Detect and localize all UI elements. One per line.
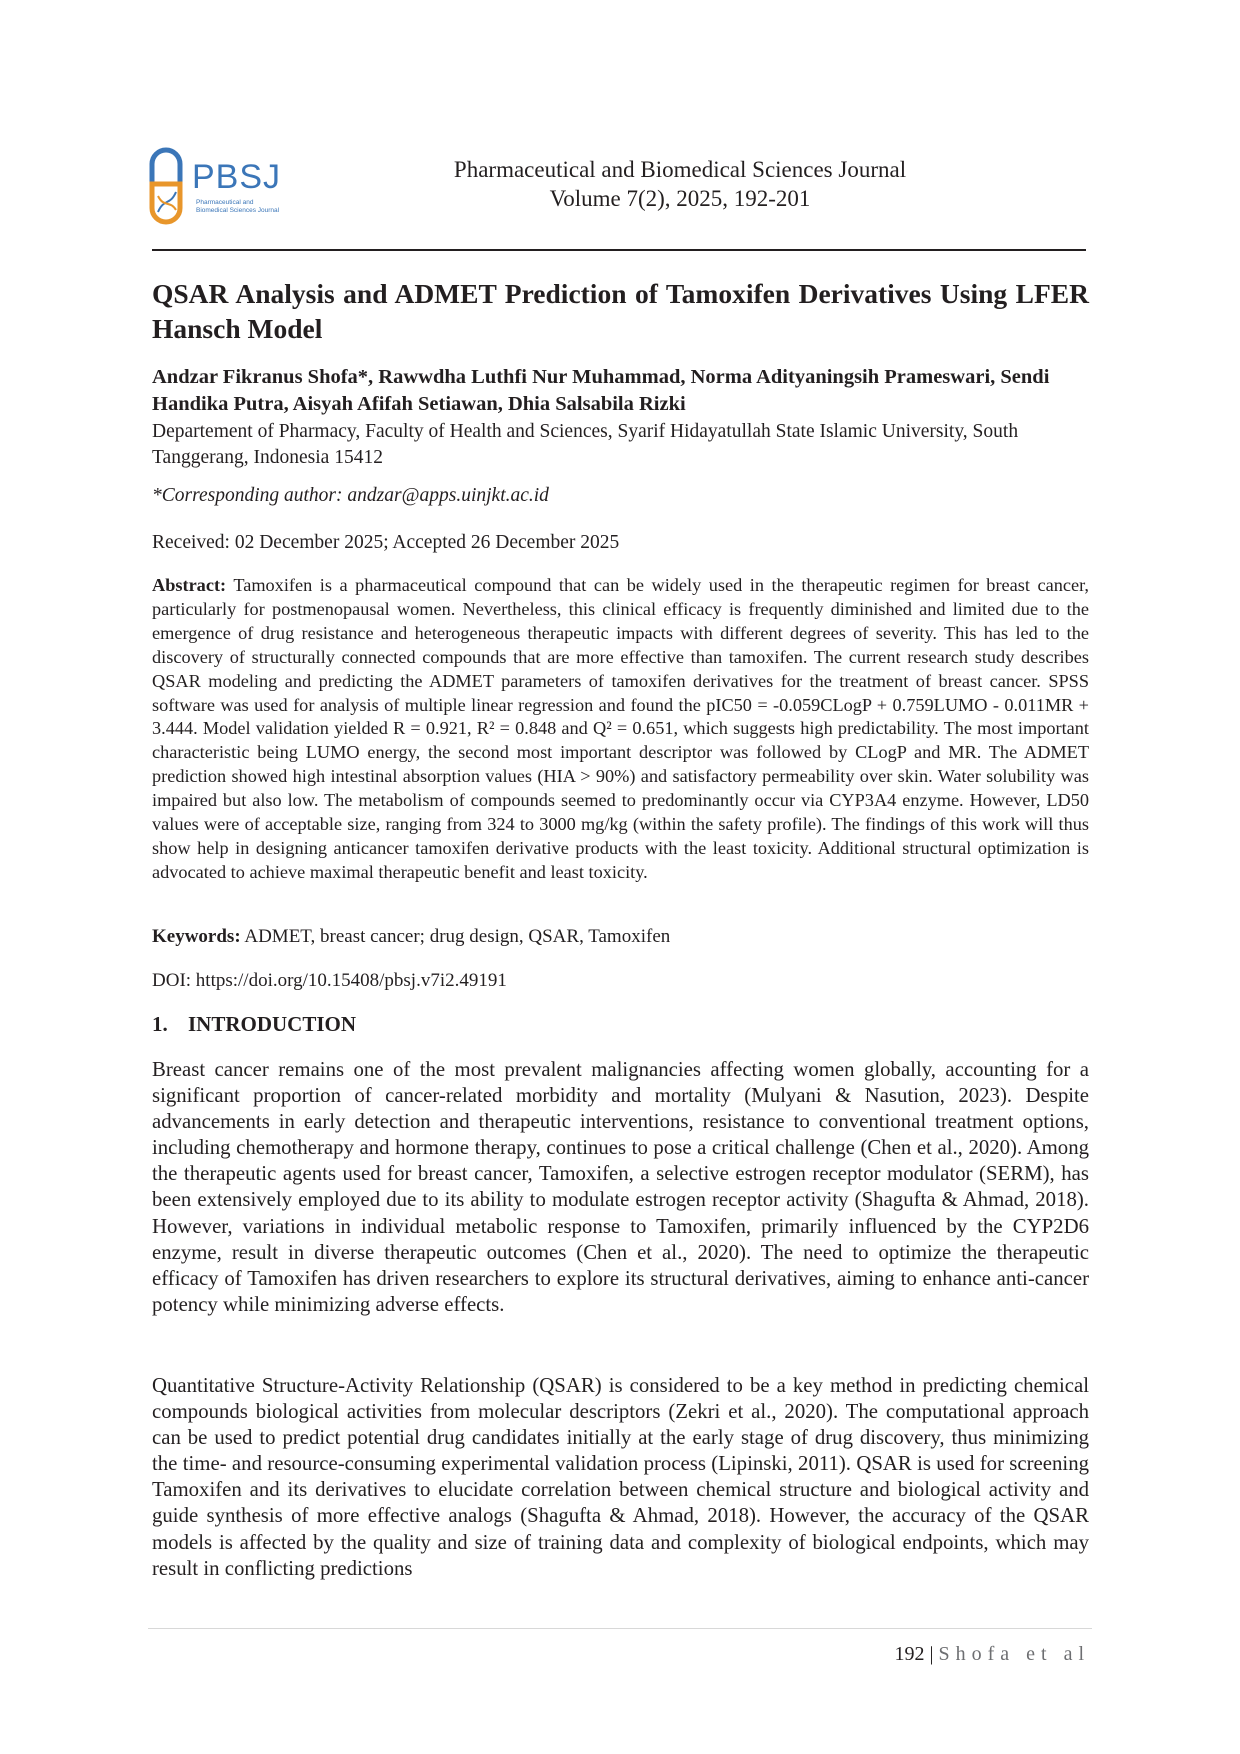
section-heading [152,1012,1089,1037]
section-title: INTRODUCTION [188,1012,357,1036]
keywords-text: ADMET, breast cancer; drug design, QSAR, Tamoxifen [244,926,671,947]
abstract-text: Tamoxifen is a pharmaceutical compound that can be widely used in the therapeutic regimen for breast cancer, particularly for postmenopausal women. Nevertheless, this clinical efficacy is frequently diminished and limited due to the emergence of drug resistance and heterogeneous therapeutic impacts with different degrees of severity. This has led to the discovery of structurally connected compounds that are more effective than tamoxifen. The current research study describes QSAR modeling and predicting the ADMET parameters of tamoxifen derivatives for the treatment of breast cancer. SPSS software was used for analysis of multiple linear regression and found the pIC50 = -0.059CLogP + 0.759LUMO - 0.011MR + 3.444. Model validation yielded R = 0.921, R² = 0.848 and Q² = 0.651, which suggests high predictability. The most important characteristic being LUMO energy, the second most important descriptor was followed by CLogP and MR. The ADMET prediction showed high intestinal absorption values (HIA > 90%) and satisfactory permeability over skin. Water solubility was impaired but also low. The metabolism of compounds seemed to predominantly occur via CYP3A4 enzyme. However, LD50 values were of acceptable size, ranging from 324 to 3000 mg/kg (within the safety profile). The findings of this work will thus show help in designing anticancer tamoxifen derivative products with the least toxicity. Additional structural optimization is advocated to achieve maximal therapeutic benefit and least toxicity. [152,575,1089,882]
logo-text: PBSJ [192,158,282,196]
footer-divider [148,1628,1092,1629]
pbsj-logo-icon [148,146,308,226]
svg-text:Pharmaceutical and: Pharmaceutical and [196,199,254,206]
corresponding-author: *Corresponding author: andzar@apps.uinjkt.ac.id [152,485,549,506]
affiliation: Departement of Pharmacy, Faculty of Health and Sciences, Syarif Hidayatullah State Islamic University, South Tanggerang, Indonesia 15412 [152,421,1019,468]
page-footer [760,1643,1090,1666]
abstract-label: Abstract: [152,575,227,595]
author-list: Andzar Fikranus Shofa*, Rawwdha Luthfi Nur Muhammad, Norma Adityaningsih Prameswari, Sendi Handika Putra, Aisyah Afifah Setiawan, Dhia Salsabila Rizki [152,366,1050,415]
journal-header [400,155,960,213]
received-accepted-dates: Received: 02 December 2025; Accepted 26 December 2025 [152,532,620,553]
journal-volume: Volume 7(2), 2025, 192-201 [549,186,811,211]
header-divider [152,249,1086,251]
journal-name: Pharmaceutical and Biomedical Sciences Journal [453,157,907,182]
section-number: 1. [152,1012,168,1036]
body-paragraph: Breast cancer remains one of the most prevalent malignancies affecting women globally, accounting for a significant proportion of cancer-related morbidity and mortality (Mulyani & Nasution, 2023). Despite advancements in early detection and therapeutic interventions, resistance to conventional treatment options, including chemotherapy and hormone therapy, continues to pose a critical challenge (Chen et al., 2020). Among the therapeutic agents used for breast cancer, Tamoxifen, a selective estrogen receptor modulator (SERM), has been extensively employed due to its ability to modulate estrogen receptor activity (Shagufta & Ahmad, 2018). However, variations in individual metabolic response to Tamoxifen, primarily influenced by the CYP2D6 enzyme, result in diverse therapeutic outcomes (Chen et al., 2020). The need to optimize the therapeutic efficacy of Tamoxifen has driven researchers to explore its structural derivatives, aiming to enhance anti-cancer potency while minimizing adverse effects. [152,1058,1089,1316]
keywords-label: Keywords: [152,926,241,947]
page-number: 192 [894,1643,925,1665]
svg-text:Biomedical Sciences Journal: Biomedical Sciences Journal [196,207,280,214]
body-paragraph: Quantitative Structure-Activity Relationship (QSAR) is considered to be a key method in predicting chemical compounds biological activities from molecular descriptors (Zekri et al., 2020). The computational approach can be used to predict potential drug candidates initially at the early stage of drug discovery, thus minimizing the time- and resource-consuming experimental validation process (Lipinski, 2011). QSAR is used for screening Tamoxifen and its derivatives to elucidate correlation between chemical structure and biological activity and guide synthesis of more effective analogs (Shagufta & Ahmad, 2018). However, the accuracy of the QSAR models is affected by the quality and size of training data and complexity of biological endpoints, which may result in conflicting predictions [152,1374,1089,1580]
article-title: QSAR Analysis and ADMET Prediction of Tamoxifen Derivatives Using LFER Hansch Model [152,278,1089,344]
journal-logo [148,146,308,226]
doi-link[interactable]: DOI: https://doi.org/10.15408/pbsj.v7i2.49191 [152,970,507,991]
keywords [152,926,1089,948]
running-author: Shofa et al [938,1643,1090,1665]
footer-separator: | [929,1643,934,1665]
abstract [152,574,1089,885]
